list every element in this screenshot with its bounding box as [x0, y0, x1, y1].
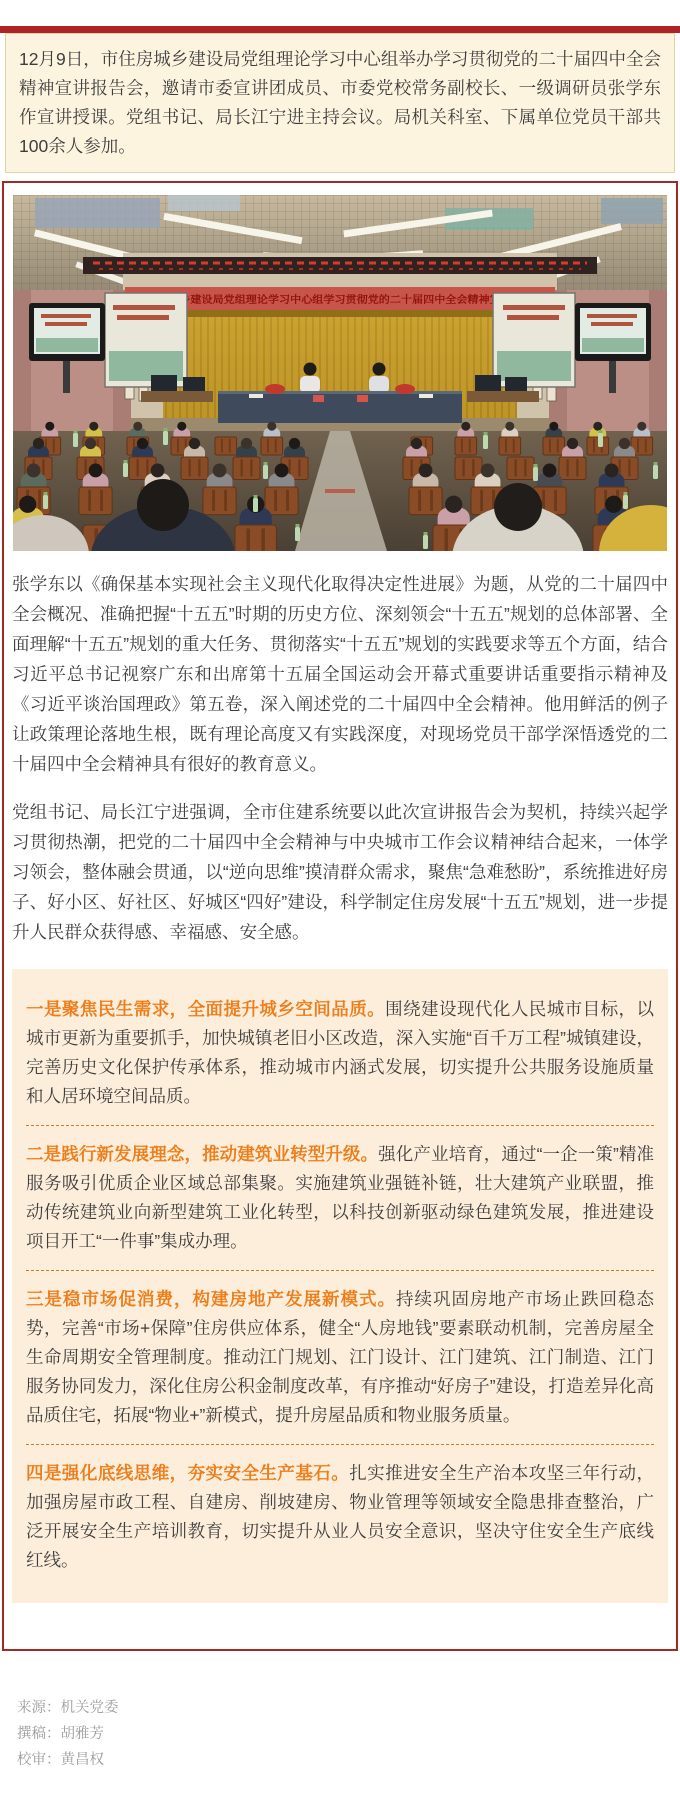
meeting-photo-graphic — [13, 195, 667, 551]
footer-writer-value: 胡雅芳 — [60, 1726, 104, 1742]
highlight-section-3 — [26, 1285, 654, 1430]
highlight-box — [12, 969, 668, 1603]
intro-box — [5, 33, 675, 173]
highlight-title-1: 一是聚焦民生需求，全面提升城乡空间品质。 — [26, 999, 386, 1019]
photo-stage-banner — [125, 287, 555, 310]
footer-writer-label: 撰稿： — [17, 1726, 61, 1742]
highlight-body-3: 持续巩固房地产市场止跌回稳态势，完善“市场+保障”住房供应体系，健全“人房地钱”要素联动机制，完善房屋全生命周期安全管理制度。推动江门规划、江门设计、江门建筑、江门制造、江门服务协同发力，深化住房公积金制度改革，有序推动“好房子”建设，打造差异化高品质住宅，拓展“物业+”新模式，提升房屋品质和物业服务质量。 — [26, 1289, 654, 1425]
highlight-body-2: 强化产业培育，通过“一企一策”精准服务吸引优质企业区域总部集聚。实施建筑业强链补链，壮大建筑产业联盟，推动传统建筑业向新型建筑工业化转型，以科技创新驱动绿色建筑发展，推进建设项目开工“一件事”集成办理。 — [26, 1144, 655, 1251]
dashed-divider-1 — [26, 1125, 654, 1126]
footer-reviewer — [17, 1751, 680, 1769]
projection-screen-right — [493, 293, 575, 387]
footer-source-label: 来源： — [17, 1700, 61, 1716]
stage-banner-text: 市住房城乡建设局党组理论学习中心组学习贯彻党的二十届四中全会精神宣讲报告会 — [135, 295, 505, 306]
projection-screen-left — [105, 293, 187, 387]
highlight-title-3: 三是稳市场促消费，构建房地产发展新模式。 — [26, 1289, 396, 1309]
highlight-section-1 — [26, 995, 654, 1111]
top-accent-bar — [0, 26, 680, 33]
highlight-section-4 — [26, 1459, 654, 1575]
footer-reviewer-value: 黄昌权 — [60, 1752, 104, 1768]
highlight-body-1: 围绕建设现代化人民城市目标，以城市更新为重要抓手，加快城镇老旧小区改造，深入实施“百千万工程”城镇建设，完善历史文化保护传承体系，推动城市内涵式发展，切实提升公共服务设施质量和人居环境空间品质。 — [26, 999, 655, 1106]
paragraph-leader-remarks: 党组书记、局长江宁进强调，全市住建系统要以此次宣讲报告会为契机，持续兴起学习贯彻热潮，把党的二十届四中全会精神与中央城市工作会议精神结合起来，一体学习领会，整体融会贯通，以“逆向思维”摸清群众需求，聚焦“急难愁盼”，系统推进好房子、好小区、好社区、好城区“四好”建设，科学制定住房发展“十五五”规划，进一步提升人民群众获得感、幸福感、安全感。 — [12, 802, 668, 942]
footer-source — [17, 1699, 680, 1717]
dashed-divider-3 — [26, 1444, 654, 1445]
intro-paragraph: 12月9日，市住房城乡建设局党组理论学习中心组举办学习贯彻党的二十届四中全会精神宣讲报告会，邀请市委宣讲团成员、市委党校常务副校长、一级调研员张学东作宣讲授课。党组书记、局长江宁进主持会议。局机关科室、下属单位党员干部共100余人参加。 — [19, 49, 661, 156]
paragraph-speech-summary: 张学东以《确保基本实现社会主义现代化取得决定性进展》为题，从党的二十届四中全会概况、准确把握“十五五”时期的历史方位、深刻领会“十五五”规划的总体部署、全面理解“十五五”规划的重大任务、贯彻落实“十五五”规划的实践要求等五个方面，结合习近平总书记视察广东和出席第十五届全国运动会开幕式重要讲话重要指示精神及《习近平谈治国理政》第五卷，深入阐述党的二十届四中全会精神。他用鲜活的例子让政策理论落地生根，既有理论高度又有实践深度，对现场党员干部学深悟透党的二十届四中全会精神具有很好的教育意义。 — [12, 574, 668, 774]
footer-writer — [17, 1725, 680, 1743]
highlight-section-2 — [26, 1140, 654, 1256]
highlight-title-4: 四是强化底线思维，夯实安全生产基石。 — [26, 1463, 350, 1483]
footer-source-value: 机关党委 — [60, 1700, 119, 1716]
photo-led-strip — [83, 257, 597, 274]
footer-reviewer-label: 校审： — [17, 1752, 61, 1768]
dashed-divider-2 — [26, 1270, 654, 1271]
article-frame — [2, 181, 678, 1651]
highlight-body-4: 扎实推进安全生产治本攻坚三年行动，加强房屋市政工程、自建房、削坡建房、物业管理等领域安全隐患排查整治，广泛开展安全生产培训教育，切实提升从业人员安全意识，坚决守住安全生产底线红线。 — [26, 1463, 655, 1570]
highlight-title-2: 二是践行新发展理念，推动建筑业转型升级。 — [26, 1144, 379, 1164]
article-footer — [17, 1699, 680, 1769]
meeting-photo[interactable] — [13, 195, 667, 551]
